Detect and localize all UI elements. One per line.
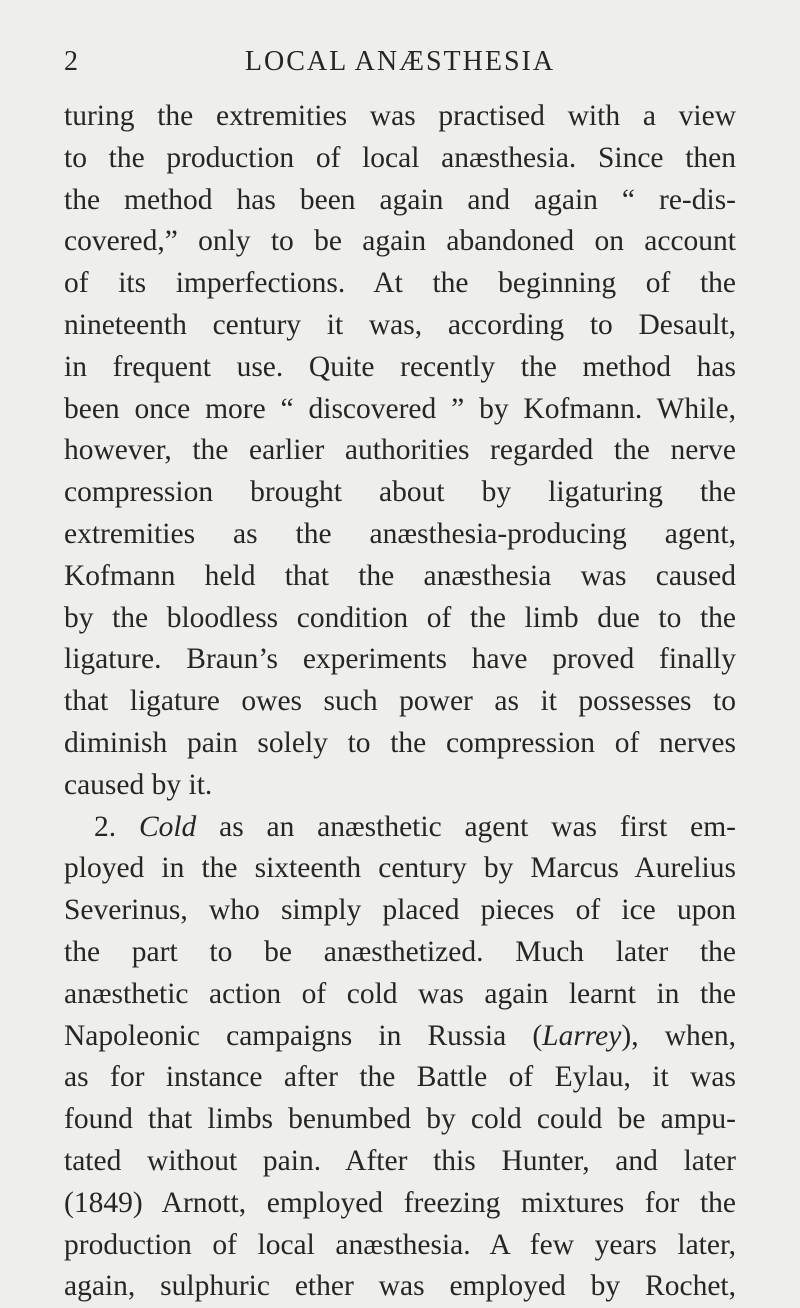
- text-line: production of local anæsthesia. A few years later,: [64, 1228, 736, 1261]
- text-line: the method has been again and again “ re-dis-: [64, 183, 736, 216]
- text-line: of its imperfections. At the beginning of the: [64, 267, 736, 300]
- page-header: [64, 46, 736, 86]
- text-segment: Napoleonic campaigns in Russia (: [64, 1019, 543, 1052]
- italic-term-cold: Cold: [138, 810, 197, 843]
- body-text: [64, 96, 736, 1308]
- text-line: tated without pain. After this Hunter, and later: [64, 1144, 736, 1177]
- text-line: turing the extremities was practised with a view: [64, 100, 736, 132]
- text-segment: as an anæsthetic agent was first em-: [196, 810, 737, 843]
- text-line: that ligature owes such power as it possesses to: [64, 685, 736, 718]
- page-number: 2: [64, 46, 79, 77]
- text-line: (1849) Arnott, employed freezing mixtures for the: [64, 1186, 736, 1219]
- section-number: 2.: [94, 810, 139, 843]
- text-line-larrey: [64, 1016, 736, 1058]
- text-line: caused by it.: [64, 768, 213, 801]
- text-line: again, sulphuric ether was employed by Rochet,: [64, 1270, 736, 1303]
- text-line: diminish pain solely to the compression of nerves: [64, 726, 736, 759]
- text-line: anæsthetic action of cold was again learnt in the: [64, 977, 736, 1010]
- section-2-first-line: [64, 807, 736, 849]
- text-line: by the bloodless condition of the limb due to the: [64, 601, 736, 634]
- text-segment: ), when,: [621, 1019, 736, 1052]
- text-line: Kofmann held that the anæsthesia was caused: [64, 559, 736, 592]
- text-line: in frequent use. Quite recently the method has: [64, 350, 736, 383]
- text-line: compression brought about by ligaturing the: [64, 476, 736, 509]
- text-line: ligature. Braun’s experiments have proved finally: [64, 643, 736, 676]
- italic-name-larrey: Larrey: [542, 1019, 622, 1052]
- text-line: Severinus, who simply placed pieces of ice upon: [64, 894, 736, 927]
- text-line: covered,” only to be again abandoned on account: [64, 225, 736, 258]
- text-line: nineteenth century it was, according to Desault,: [64, 308, 736, 341]
- text-line: to the production of local anæsthesia. Since then: [64, 141, 736, 174]
- text-line: found that limbs benumbed by cold could be ampu-: [64, 1103, 736, 1136]
- text-line: been once more “ discovered ” by Kofmann. While,: [64, 392, 736, 425]
- text-line: however, the earlier authorities regarded the nerve: [64, 434, 736, 467]
- text-line: as for instance after the Battle of Eylau, it was: [64, 1061, 736, 1094]
- text-line: extremities as the anæsthesia-producing agent,: [64, 517, 736, 550]
- text-line: the part to be anæsthetized. Much later the: [64, 935, 736, 968]
- text-line: ployed in the sixteenth century by Marcus Aurelius: [64, 852, 736, 885]
- running-title: LOCAL ANÆSTHESIA: [244, 46, 556, 77]
